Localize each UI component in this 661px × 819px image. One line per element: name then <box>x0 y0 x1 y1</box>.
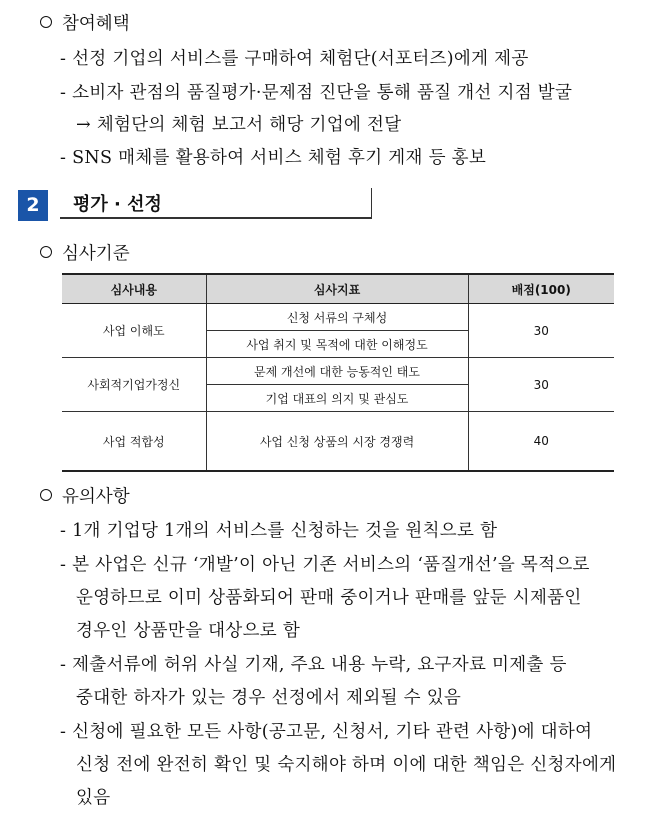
criteria-content: 사업 적합성 <box>62 412 206 472</box>
criteria-indicator: 신청 서류의 구체성 <box>206 304 468 331</box>
section-title-box <box>60 188 372 219</box>
benefit-item: - 소비자 관점의 품질평가·문제점 진단을 통해 품질 개선 지점 발굴 <box>60 83 573 103</box>
criteria-indicator: 문제 개선에 대한 능동적인 태도 <box>206 358 468 385</box>
notes-heading: 유의사항 <box>40 483 130 508</box>
criteria-content: 사회적기업가정신 <box>62 358 206 412</box>
section-title: 평가 · 선정 <box>73 194 162 215</box>
benefit-item: - SNS 매체를 활용하여 서비스 체험 후기 게재 등 홍보 <box>60 148 487 168</box>
table-row <box>62 304 614 331</box>
criteria-content: 사업 이해도 <box>62 304 206 358</box>
note-line: - 본 사업은 신규 ‘개발’이 아닌 기존 서비스의 ‘품질개선’을 목적으로 <box>60 555 590 575</box>
table-header-row <box>62 274 614 304</box>
note-line: 있음 <box>76 788 111 808</box>
criteria-score: 30 <box>468 358 614 412</box>
note-line: 운영하므로 이미 상품화되어 판매 중이거나 판매를 앞둔 시제품인 <box>76 588 582 608</box>
note-line: 경우인 상품만을 대상으로 함 <box>76 621 301 641</box>
circle-bullet-icon <box>40 246 52 258</box>
criteria-score: 40 <box>468 412 614 472</box>
criteria-indicator: 기업 대표의 의지 및 관심도 <box>206 385 468 412</box>
criteria-indicator: 사업 취지 및 목적에 대한 이해정도 <box>206 331 468 358</box>
table-row <box>62 358 614 385</box>
circle-bullet-icon <box>40 489 52 501</box>
note-line: - 신청에 필요한 모든 사항(공고문, 신청서, 기타 관련 사항)에 대하여 <box>60 722 593 742</box>
table-row <box>62 412 614 472</box>
criteria-table <box>62 273 614 472</box>
table-header: 심사지표 <box>206 274 468 304</box>
table-header: 배점(100) <box>468 274 614 304</box>
criteria-heading: 심사기준 <box>40 240 130 265</box>
note-line: 신청 전에 완전히 확인 및 숙지해야 하며 이에 대한 책임은 신청자에게 <box>76 755 617 775</box>
criteria-score: 30 <box>468 304 614 358</box>
section-number: 2 <box>18 190 48 221</box>
benefits-heading: 참여혜택 <box>40 10 130 35</box>
circle-bullet-icon <box>40 16 52 28</box>
note-line: - 제출서류에 허위 사실 기재, 주요 내용 누락, 요구자료 미제출 등 <box>60 655 567 675</box>
note-line: - 1개 기업당 1개의 서비스를 신청하는 것을 원칙으로 함 <box>60 521 498 541</box>
table-header: 심사내용 <box>62 274 206 304</box>
benefit-item: - 선정 기업의 서비스를 구매하여 체험단(서포터즈)에게 제공 <box>60 49 529 69</box>
note-line: 중대한 하자가 있는 경우 선정에서 제외될 수 있음 <box>76 688 462 708</box>
benefit-item-sub: → 체험단의 체험 보고서 해당 기업에 전달 <box>76 115 402 135</box>
criteria-indicator: 사업 신청 상품의 시장 경쟁력 <box>206 412 468 472</box>
